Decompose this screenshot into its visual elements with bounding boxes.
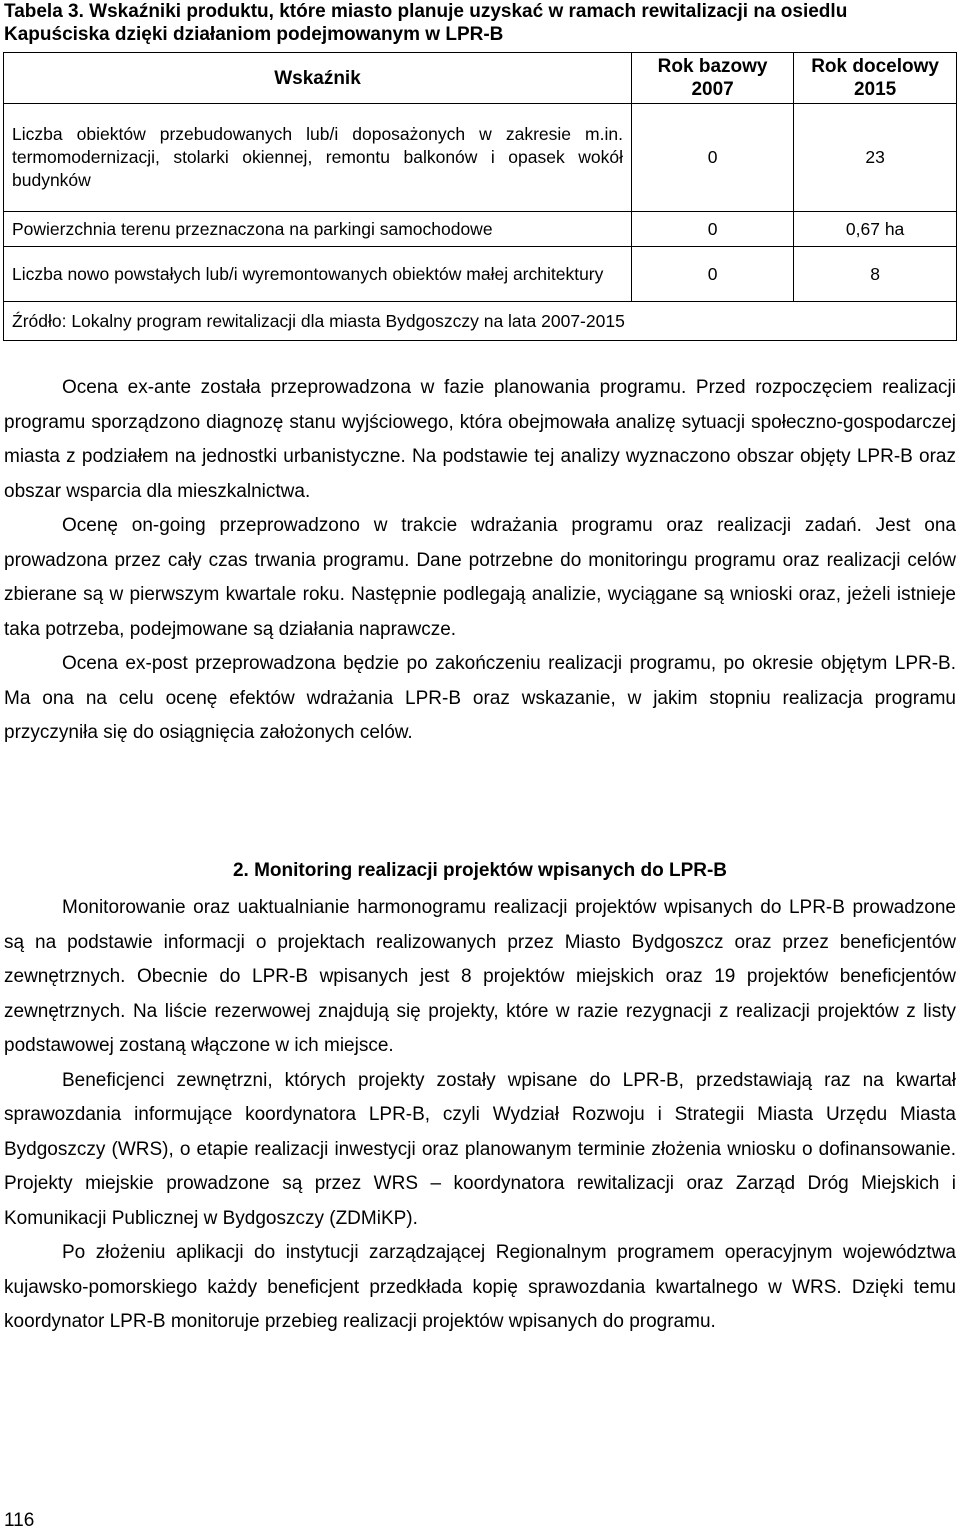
table-header-row [4,53,957,104]
header-target-year: Rok docelowy 2015 [794,53,957,104]
table-row [4,247,957,302]
table-caption: Tabela 3. Wskaźniki produktu, które miasto planuje uzyskać w ramach rewitalizacji na osiedlu Kapuściska dzięki działaniom podejmowanym w LPR-B [4,1,848,45]
paragraph: Ocenę on-going przeprowadzono w trakcie wdrażania programu oraz realizacji zadań. Jest ona prowadzona przez cały czas trwania programu. Dane potrzebne do monitoringu programu oraz realizacji celów zbierane są w pierwszym kwartale roku. Następnie podlegają analizie, wyciągane są wnioski oraz, jeżeli istnieje taka potrzeba, podejmowane są działania naprawcze. [4,515,956,640]
paragraph: Beneficjenci zewnętrzni, których projekty zostały wpisane do LPR-B, przedstawiają raz na kwartał sprawozdania informujące koordynatora LPR-B, czyli Wydział Rozwoju i Strategii Miasta Urzędu Miasta Bydgoszczy (WRS), o etapie realizacji inwestycji oraz planowanym terminie złożenia wniosku o dofinansowanie. Projekty miejskie prowadzone są przez WRS – koordynatora rewitalizacji oraz Zarząd Dróg Miejskich i Komunikacji Publicznej w Bydgoszczy (ZDMiKP). [4,1069,956,1229]
base-value-cell: 0 [631,104,793,212]
paragraph: Ocena ex-ante została przeprowadzona w fazie planowania programu. Przed rozpoczęciem realizacji programu sporządzono diagnozę stanu wyjściowego, która obejmowała analizę sytuacji społeczno-gospodarczej miasta z podziałem na jednostki urbanistyczne. Na podstawie tej analizy wyznaczono obszar objęty LPR-B oraz obszar wsparcia dla mieszkalnictwa. [4,377,956,502]
section-heading: 2. Monitoring realizacji projektów wpisanych do LPR-B [232,860,728,881]
paragraph: Monitorowanie oraz uaktualnianie harmonogramu realizacji projektów wpisanych do LPR-B prowadzone są na podstawie informacji o projektach realizowanych przez Miasto Bydgoszcz oraz przez beneficjentów zewnętrznych. Obecnie do LPR-B wpisanych jest 8 projektów miejskich oraz 19 projektów beneficjentów zewnętrznych. Na liście rezerwowej znajdują się projekty, które w razie rezygnacji z realizacji projektów z listy podstawowej zostaną włączone w ich miejsce. [4,897,956,1056]
indicators-table [3,52,957,341]
base-value-cell: 0 [631,247,793,302]
table-source: Źródło: Lokalny program rewitalizacji dla miasta Bydgoszczy na lata 2007-2015 [4,302,957,341]
target-value-cell: 0,67 ha [794,212,957,247]
page-number: 116 [4,1510,35,1531]
monitoring-section [4,891,956,1340]
paragraph: Ocena ex-post przeprowadzona będzie po zakończeniu realizacji programu, po okresie objętym LPR-B. Ma ona na celu ocenę efektów wdrażania LPR-B oraz wskazanie, w jakim stopniu realizacja programu przyczyniła się do osiągnięcia założonych celów. [4,653,956,743]
header-base-year: Rok bazowy 2007 [631,53,793,104]
indicator-cell: Powierzchnia terenu przeznaczona na parkingi samochodowe [4,212,632,247]
table-source-row [4,302,957,341]
header-indicator: Wskaźnik [4,53,632,104]
table-row [4,212,957,247]
evaluation-section [4,371,956,751]
target-value-cell: 8 [794,247,957,302]
target-value-cell: 23 [794,104,957,212]
base-value-cell: 0 [631,212,793,247]
table-row [4,104,957,212]
indicator-cell: Liczba obiektów przebudowanych lub/i doposażonych w zakresie m.in. termomodernizacji, stolarki okiennej, remontu balkonów i opasek wokół budynków [4,104,632,212]
indicator-cell: Liczba nowo powstałych lub/i wyremontowanych obiektów małej architektury [4,247,632,302]
paragraph: Po złożeniu aplikacji do instytucji zarządzającej Regionalnym programem operacyjnym województwa kujawsko-pomorskiego każdy beneficjent przedkłada kopię sprawozdania kwartalnego w WRS. Dzięki temu koordynator LPR-B monitoruje przebieg realizacji projektów wpisanych do programu. [4,1242,956,1332]
